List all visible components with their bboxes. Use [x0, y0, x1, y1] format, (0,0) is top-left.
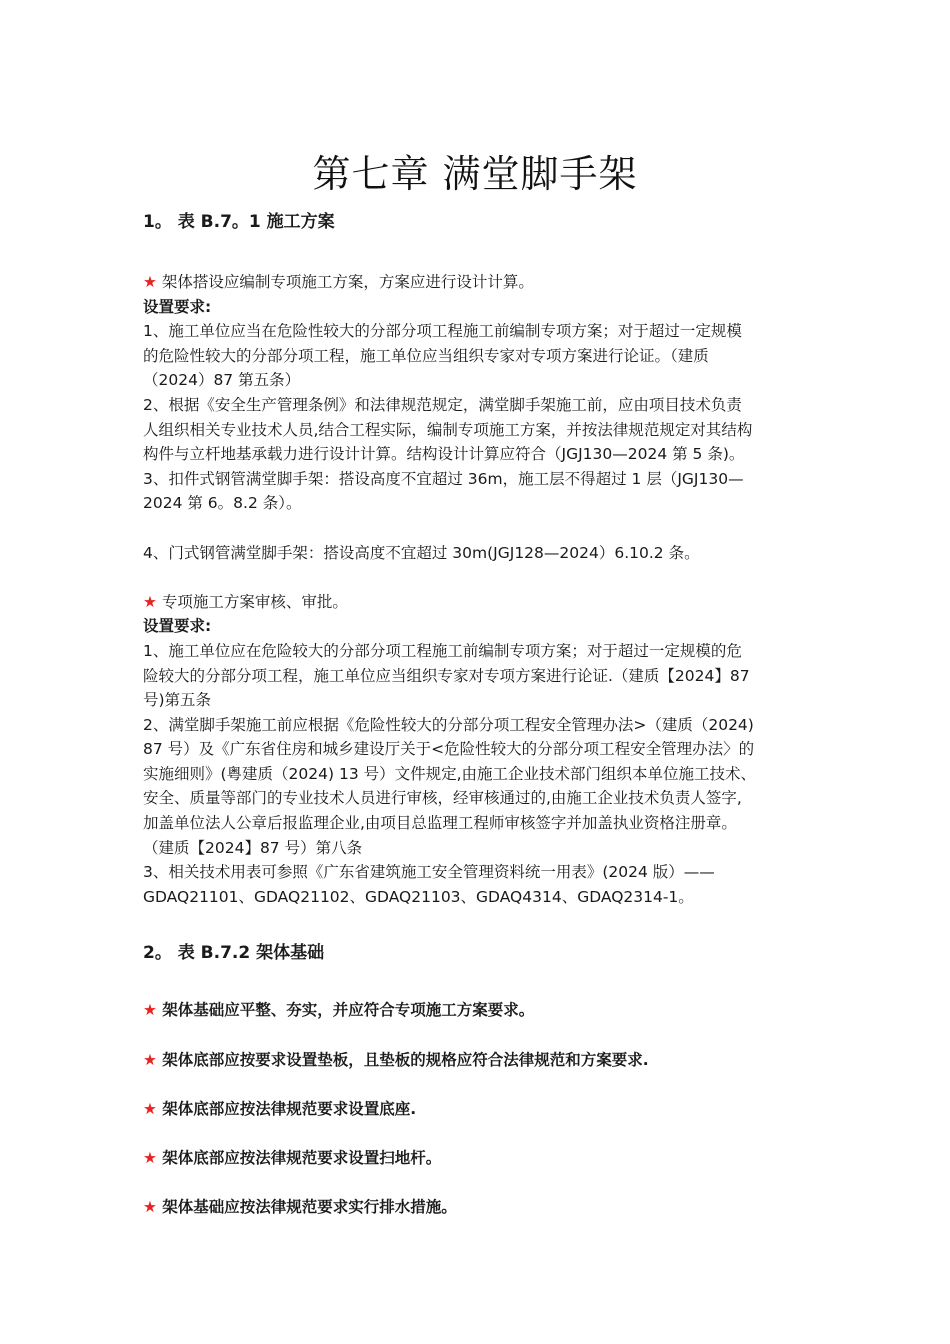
blank-line — [143, 1170, 808, 1195]
text-line: 的危险性较大的分部分项工程，施工单位应当组织专家对专项方案进行论证。（建质 — [143, 346, 709, 365]
requirement-label: 设置要求: — [143, 297, 212, 316]
text-line: 加盖单位法人公章后报监理企业,由项目总监理工程师审核签字并加盖执业资格注册章。 — [143, 814, 737, 833]
text-line: 实施细则》(粤建质（2024) 13 号）文件规定,由施工企业技术部门组织本单位施工技术、 — [143, 764, 757, 783]
blank-line — [143, 565, 808, 590]
text-line: 号)第五条 — [143, 691, 212, 710]
foundation-text: 架体基础应按法律规范要求实行排水措施。 — [156, 1197, 457, 1216]
text-line: 2024 第 6。8.2 条）。 — [143, 494, 302, 513]
text-line: 2、根据《安全生产管理条例》和法律规范规定，满堂脚手架施工前，应由项目技术负责 — [143, 395, 742, 414]
text-line: 构件与立杆地基承载力进行设计计算。结构设计计算应符合（JGJ130—2024 第 5 条)。 — [143, 445, 745, 464]
star-icon: ★ — [143, 1148, 157, 1167]
foundation-text: 架体底部应按法律规范要求设置扫地杆。 — [156, 1148, 442, 1167]
foundation-item-2 — [143, 1048, 808, 1073]
document-body — [143, 205, 808, 1219]
text-line: 险较大的分部分项工程，施工单位应当组织专家对专项方案进行论证.（建质【2024】87 — [143, 666, 750, 685]
blank-line — [143, 1072, 808, 1097]
blank-line — [143, 1023, 808, 1048]
star-icon: ★ — [143, 1099, 157, 1118]
foundation-text: 架体底部应按法律规范要求设置底座. — [156, 1099, 417, 1118]
text-line: 87 号）及《广东省住房和城乡建设厅关于<危险性较大的分部分项工程安全管理办法〉的 — [143, 740, 755, 759]
text-line: （2024）87 第五条） — [143, 371, 301, 390]
chapter-title: 第七章 满堂脚手架 — [312, 152, 638, 197]
blank-line — [143, 516, 808, 541]
text-line: GDAQ21101、GDAQ21102、GDAQ21103、GDAQ4314、GDAQ2314-1。 — [143, 887, 694, 906]
foundation-item-1 — [143, 998, 808, 1023]
text-line: 安全、质量等部门的专业技术人员进行审核，经审核通过的,由施工企业技术负责人签字, — [143, 789, 742, 808]
star-icon: ★ — [143, 592, 157, 611]
foundation-text: 架体底部应按要求设置垫板，且垫板的规格应符合法律规范和方案要求. — [156, 1050, 649, 1069]
text-line: 3、相关技术用表可参照《广东省建筑施工安全管理资料统一用表》(2024 版）—— — [143, 863, 715, 882]
text-line: 3、扣件式钢管满堂脚手架：搭设高度不宜超过 36m，施工层不得超过 1 层（JGJ130— — [143, 469, 744, 488]
foundation-item-4 — [143, 1146, 808, 1171]
foundation-item-5 — [143, 1195, 808, 1220]
star-icon: ★ — [143, 1001, 157, 1020]
text-line: 人组织相关专业技术人员,结合工程实际，编制专项施工方案，并按法律规范规定对其结构 — [143, 420, 753, 439]
requirement-label: 设置要求: — [143, 617, 212, 636]
requirement-item-1 — [143, 270, 808, 295]
requirement-text: 架体搭设应编制专项施工方案，方案应进行设计计算。 — [156, 273, 534, 291]
section-2-heading: 2。 表 B.7.2 架体基础 — [143, 943, 325, 964]
requirement-item-2 — [143, 590, 808, 615]
foundation-text: 架体基础应平整、夯实，并应符合专项施工方案要求。 — [156, 1001, 535, 1020]
text-line: 4、门式钢管满堂脚手架：搭设高度不宜超过 30m(JGJ128—2024）6.10.2 条。 — [143, 543, 700, 562]
star-icon: ★ — [143, 1050, 157, 1069]
text-line: 1、施工单位应当在危险性较大的分部分项工程施工前编制专项方案；对于超过一定规模 — [143, 322, 742, 341]
text-line: 2、满堂脚手架施工前应根据《危险性较大的分部分项工程安全管理办法>（建质（2024) — [143, 715, 754, 734]
foundation-item-3 — [143, 1097, 808, 1122]
section-1-heading: 1。 表 B.7。1 施工方案 — [143, 212, 335, 232]
requirement-text: 专项施工方案审核、审批。 — [156, 592, 348, 611]
star-icon: ★ — [143, 273, 157, 291]
star-icon: ★ — [143, 1197, 157, 1216]
blank-line — [143, 1121, 808, 1146]
text-line: 1、施工单位应在危险较大的分部分项工程施工前编制专项方案；对于超过一定规模的危 — [143, 641, 742, 660]
text-line: （建质【2024】87 号）第八条 — [143, 838, 363, 857]
